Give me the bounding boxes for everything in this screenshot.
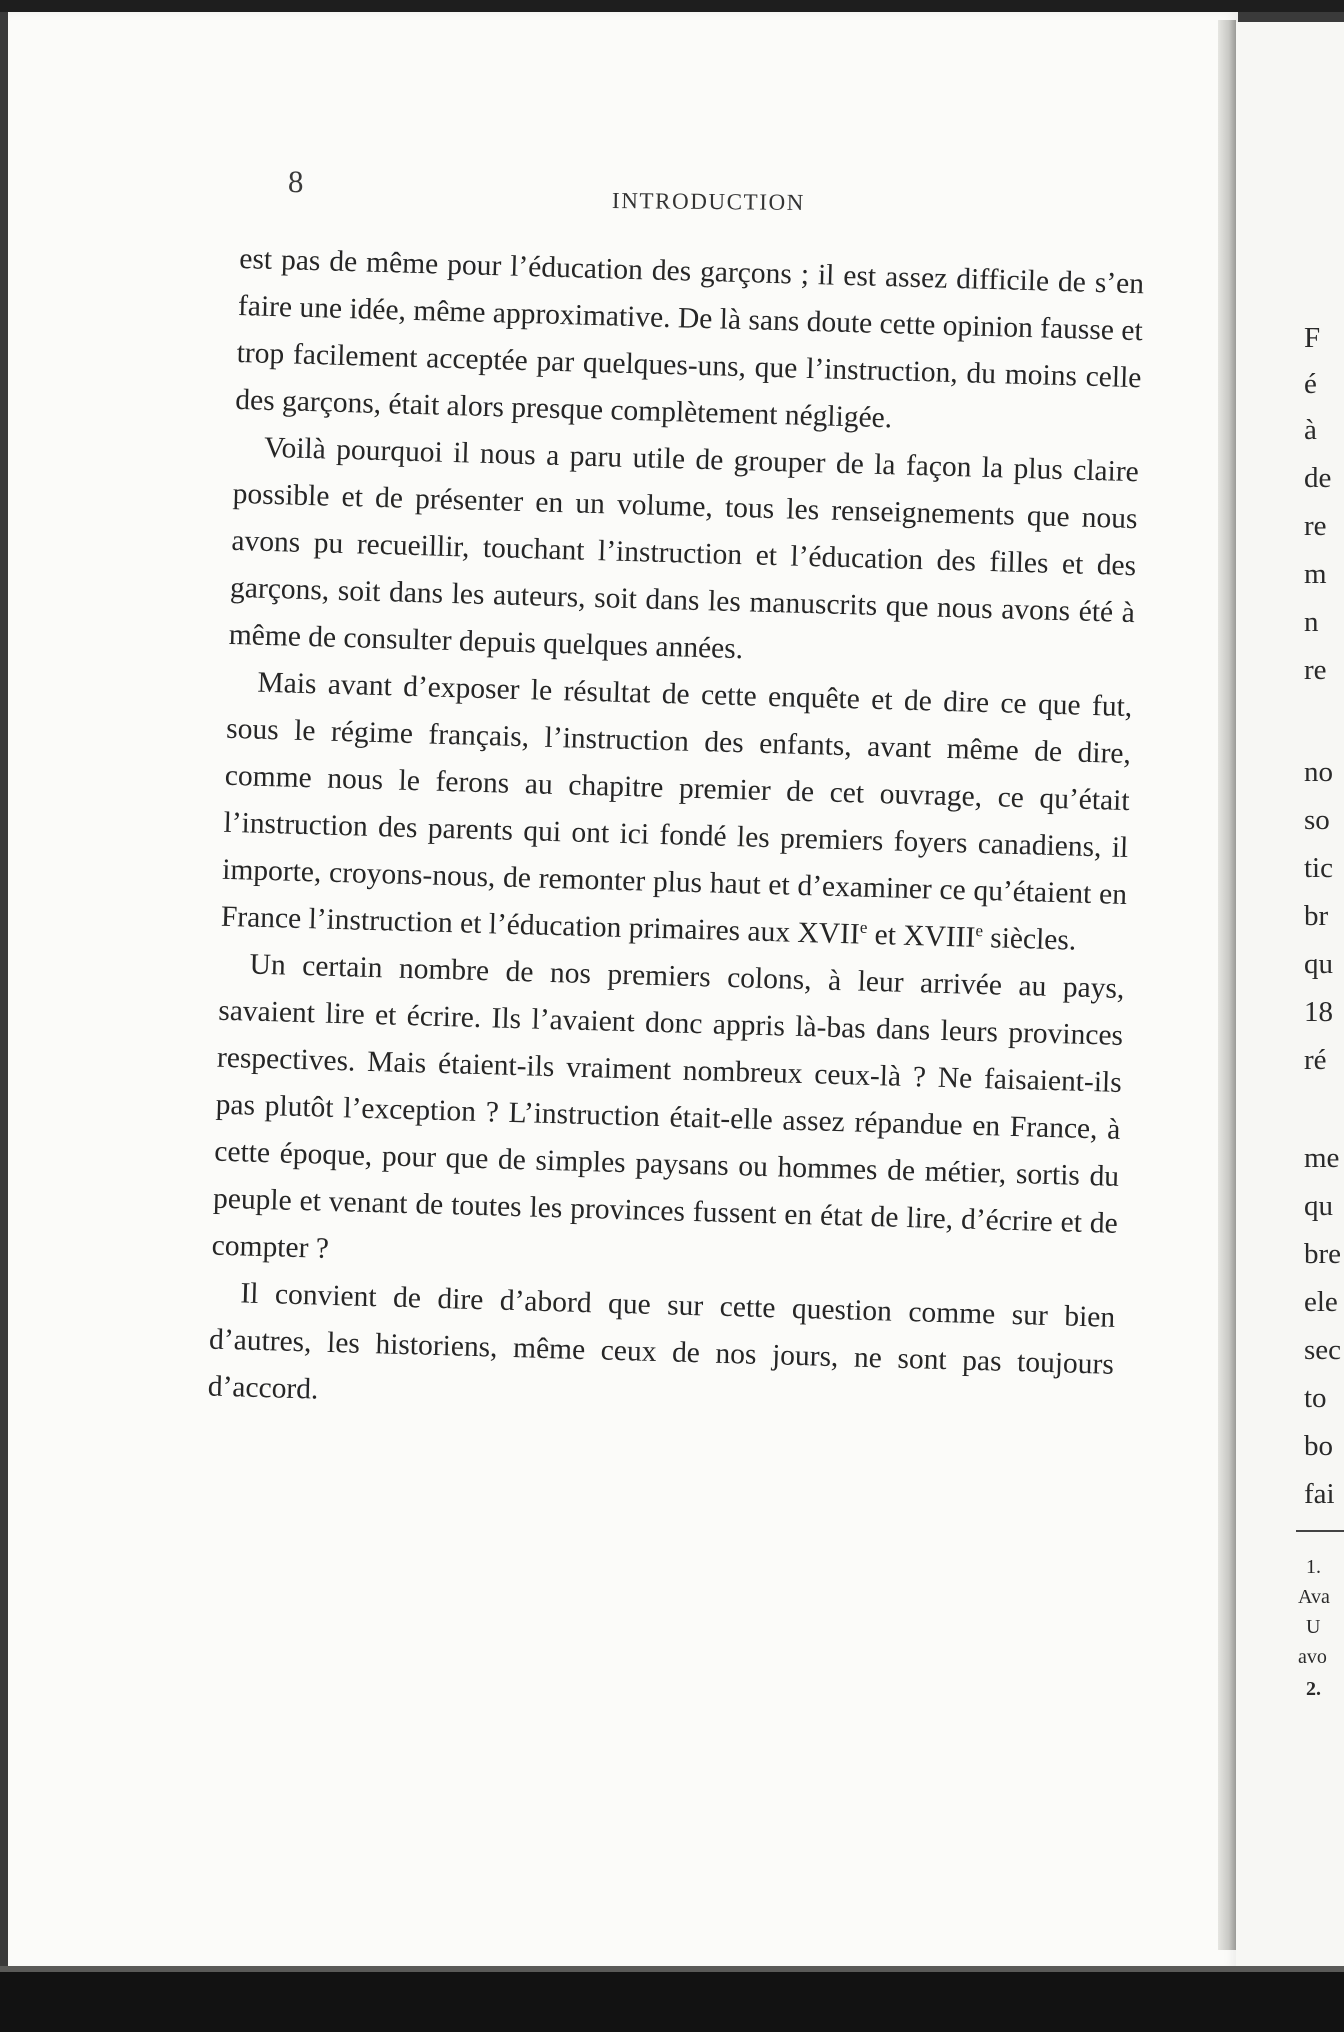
next-page-fragment: F [1304, 322, 1321, 354]
next-page-fragment: ele [1304, 1286, 1338, 1318]
page-number: 8 [287, 163, 304, 200]
next-page-fragment: de [1304, 462, 1332, 494]
paragraph-3 [220, 659, 1133, 966]
century-18: XVIII [902, 919, 976, 954]
paragraph-3-text: Mais avant d’exposer le résultat de cette enquête et de dire ce que fut, sous le régime français, l’instruction des enfants, avant même de dire, comme nous le ferons au chapitre premier de cet ouvrage, ce qu’était l’instruction des parents qui ont ici fondé les premiers foyers canadiens, il importe, croyons-nous, de remonter plus haut et d’examiner ce qu’étaient en France l’instruction et l’éducation primaires aux [220, 666, 1133, 949]
next-page-fragment: bre [1304, 1238, 1342, 1270]
body-text [207, 236, 1144, 1436]
next-page-fragment: re [1304, 510, 1327, 542]
next-page-fragment: tic [1304, 852, 1333, 884]
next-page-fragment: no [1304, 756, 1333, 788]
next-page-fragment: sec [1304, 1334, 1342, 1366]
next-page-fragment: ré [1304, 1044, 1327, 1076]
next-page-fragment: br [1304, 900, 1329, 932]
running-head: INTRODUCTION [611, 187, 806, 216]
book-gutter [1218, 20, 1236, 1950]
paragraph-4: Un certain nombre de nos premiers colons, à leur arrivée au pays, savaient lire et écrire. Ils l’avaient donc appris là-bas dans leurs provinces respectives. Mais étaient-ils vraiment nombreux ceux-là ? Ne faisaient-ils pas plutôt l’exception ? L’instruction était-elle assez répandue en France, à cette époque, pour que de simples paysans ou hommes de métier, sortis du peuple et venant de toutes les provinces fussent en état de lire, d’écrire et de compter ? [211, 948, 1125, 1265]
next-page-fragment: qu [1304, 948, 1333, 980]
next-page-footnote: U [1306, 1616, 1321, 1638]
century-17: XVII [797, 916, 861, 951]
century-17-sup: e [859, 917, 868, 937]
century-joiner: et [874, 918, 897, 952]
scanner-top-edge [0, 0, 1344, 12]
next-page-fragment: m [1304, 558, 1327, 590]
footnote-rule [1296, 1530, 1344, 1532]
next-page-fragment: qu [1304, 1190, 1333, 1222]
paragraph-5: Il convient de dire d’abord que sur cette question comme sur bien d’autres, les historiens, même ceux de nos jours, ne sont pas toujours d’accord. [207, 1277, 1116, 1406]
next-page-fragment: fai [1304, 1478, 1335, 1510]
next-page-footnote: 1. [1306, 1556, 1321, 1578]
century-18-sup: e [975, 920, 984, 941]
next-page-fragment: me [1304, 1142, 1340, 1174]
paragraph-2: Voilà pourquoi il nous a paru utile de grouper de la façon la plus claire possible et de présenter en un volume, tous les renseignements que nous avons pu recueillir, touchant l’instruction et l’éducation des filles et des garçons, soit dans les auteurs, soit dans les manuscrits que nous avons été à même de consulter depuis quelques années. [228, 431, 1140, 666]
next-page-fragment: é [1304, 368, 1317, 400]
next-page-fragment: à [1304, 414, 1317, 446]
century-tail: siècles. [989, 922, 1077, 957]
scanner-bottom-edge [0, 1972, 1344, 2032]
paragraph-1: est pas de même pour l’éducation des garçons ; il est assez difficile de s’en faire une idée, même approximative. De là sans doute cette opinion fausse et trop facilement acceptée par quelques-uns, que l’instruction, du moins celle des garçons, était alors presque complètement négligée. [234, 242, 1145, 435]
next-page-fragment: to [1304, 1382, 1327, 1414]
next-page-fragment: 18 [1304, 996, 1333, 1028]
next-page-footnote: avo [1298, 1646, 1327, 1668]
next-page-fragment: re [1304, 654, 1327, 686]
next-page-footnote: 2. [1306, 1678, 1321, 1700]
next-page-fragment: n [1304, 606, 1319, 638]
next-page-fragment: so [1304, 804, 1330, 836]
next-page-footnote: Ava [1298, 1586, 1330, 1608]
next-page-fragment: bo [1304, 1430, 1333, 1462]
